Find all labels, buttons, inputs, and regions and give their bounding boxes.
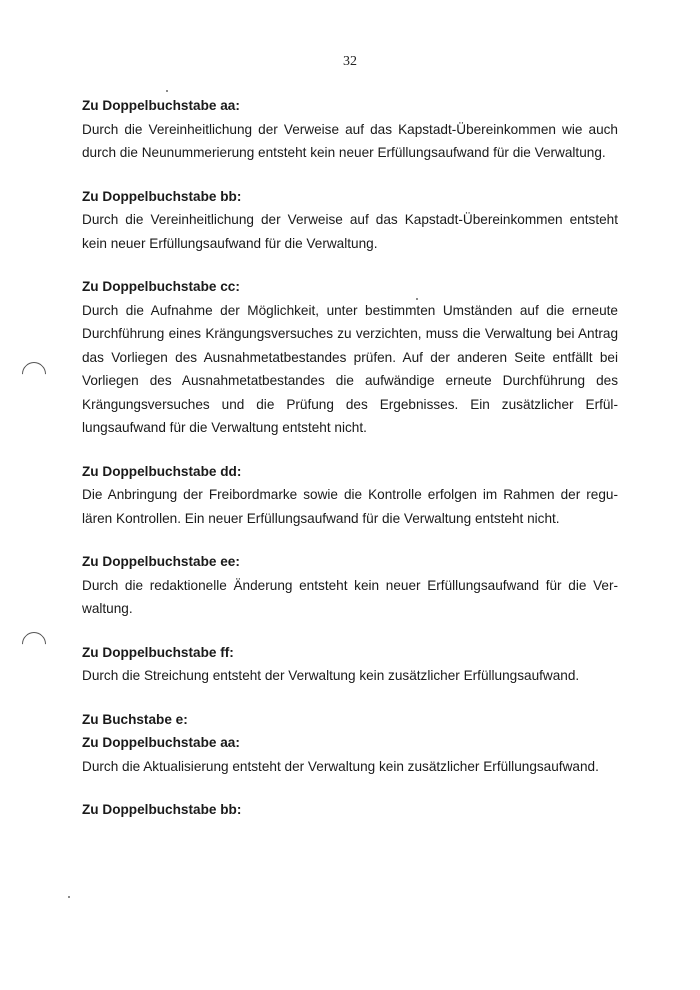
page-number: 32	[343, 54, 357, 69]
section-text: Durch die Vereinheitlichung der Verweise auf das Kapstadt-Übereinkommen entsteht kein neuer Erfüllungsaufwand für die Verwaltung.	[82, 212, 618, 251]
section-doppelbuchstabe-bb	[82, 185, 618, 256]
scan-speck	[166, 90, 168, 92]
section-heading: Zu Doppelbuchstabe bb:	[82, 802, 242, 817]
section-buchstabe-e	[82, 708, 618, 779]
section-text: Durch die Aktualisierung entsteht der Verwaltung kein zusätzlicher Erfüllungsaufwand.	[82, 758, 599, 774]
section-doppelbuchstabe-aa	[82, 94, 618, 165]
scan-speck	[68, 896, 70, 898]
section-text: Durch die Vereinheitlichung der Verweise auf das Kapstadt-Übereinkommen wie auch durch die Neunummerierung entsteht kein neuer Erfüllungsaufwand für die Verwaltung.	[82, 121, 618, 160]
section-heading: Zu Doppelbuchstabe dd:	[82, 463, 242, 479]
section-text: Durch die Streichung entsteht der Verwaltung kein zusätzlicher Erfüllungsaufwand.	[82, 668, 580, 683]
section-doppelbuchstabe-ff	[82, 641, 618, 688]
section-subheading: Zu Doppelbuchstabe aa:	[82, 735, 240, 750]
section-heading: Zu Doppelbuchstabe aa:	[82, 98, 240, 113]
section-heading: Zu Doppelbuchstabe ee:	[82, 554, 240, 569]
section-heading: Zu Doppelbuchstabe cc:	[82, 279, 240, 294]
margin-punch-mark	[17, 627, 51, 661]
section-doppelbuchstabe-dd	[82, 460, 618, 531]
section-heading: Zu Doppelbuchstabe ff:	[82, 644, 234, 660]
section-text: Die Anbringung der Freibordmarke sowie die Kontrolle erfolgen im Rahmen der regulären Kontrollen. Ein neuer Erfüllungsaufwand für die Verwaltung entsteht nicht.	[82, 487, 618, 526]
section-text: Durch die Aufnahme der Möglichkeit, unter bestimmten Umständen auf die erneute Durchführung eines Krängungsversuches zu verzichten, muss die Verwaltung bei Antrag das Vorliegen des Ausnahmetatbestandes prüfen. Auf der anderen Seite entfällt bei Vorliegen des Ausnahmetatbestandes die aufwändige erneute Durchführung des Krängungsversuches und die Prüfung des Ergebnisses. Ein zusätzlicher Erfüllungsaufwand für die Verwaltung entsteht nicht.	[82, 302, 618, 435]
section-text: Durch die redaktionelle Änderung entsteht kein neuer Erfüllungsaufwand für die Verwaltung.	[82, 577, 618, 616]
section-doppelbuchstabe-cc	[82, 275, 618, 440]
section-doppelbuchstabe-ee	[82, 550, 618, 621]
document-body	[82, 94, 618, 822]
section-heading: Zu Doppelbuchstabe bb:	[82, 188, 242, 204]
section-doppelbuchstabe-bb-continued	[82, 798, 618, 822]
section-heading: Zu Buchstabe e:	[82, 711, 188, 727]
margin-punch-mark	[17, 357, 51, 391]
